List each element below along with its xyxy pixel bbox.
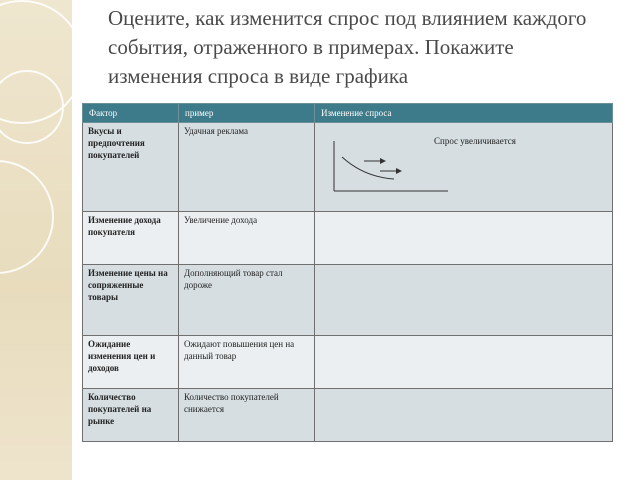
example-cell: Дополняющий товар стал дороже (179, 265, 315, 336)
slide-title: Оцените, как изменится спрос под влиянием каждого события, отраженного в примерах. Покажите изменения спроса в виде графика (108, 6, 587, 88)
decorative-left-band (0, 0, 72, 480)
demand-factors-table (82, 103, 613, 442)
table-row (83, 212, 613, 265)
example-cell: Удачная реклама (179, 123, 315, 212)
factor-cell: Изменение дохода покупателя (83, 212, 179, 265)
shift-arrowhead (380, 158, 386, 164)
shift-arrowhead (396, 168, 402, 174)
demand-change-cell (315, 336, 613, 389)
demand-change-cell (315, 212, 613, 265)
table-row (83, 389, 613, 442)
header-example: пример (179, 104, 315, 123)
factor-cell: Изменение цены на сопряженные товары (83, 265, 179, 336)
table-header-row (83, 104, 613, 123)
example-cell: Количество покупателей снижается (179, 389, 315, 442)
factor-cell: Количество покупателей на рынке (83, 389, 179, 442)
demand-change-text: Спрос увеличивается (434, 136, 516, 146)
header-demand-change: Изменение спроса (315, 104, 613, 123)
demand-change-cell (315, 389, 613, 442)
demand-change-cell (315, 265, 613, 336)
example-cell: Ожидают повышения цен на данный товар (179, 336, 315, 389)
table-row (83, 265, 613, 336)
demand-curve (342, 157, 394, 179)
header-factor: Фактор (83, 104, 179, 123)
decorative-ring (0, 160, 54, 274)
example-cell: Увеличение дохода (179, 212, 315, 265)
table-row (83, 336, 613, 389)
factor-cell: Ожидание изменения цен и доходов (83, 336, 179, 389)
table-row (83, 123, 613, 212)
demand-change-cell (315, 123, 613, 212)
factor-cell: Вкусы и предпочтения покупателей (83, 123, 179, 212)
demand-graph (320, 125, 607, 209)
